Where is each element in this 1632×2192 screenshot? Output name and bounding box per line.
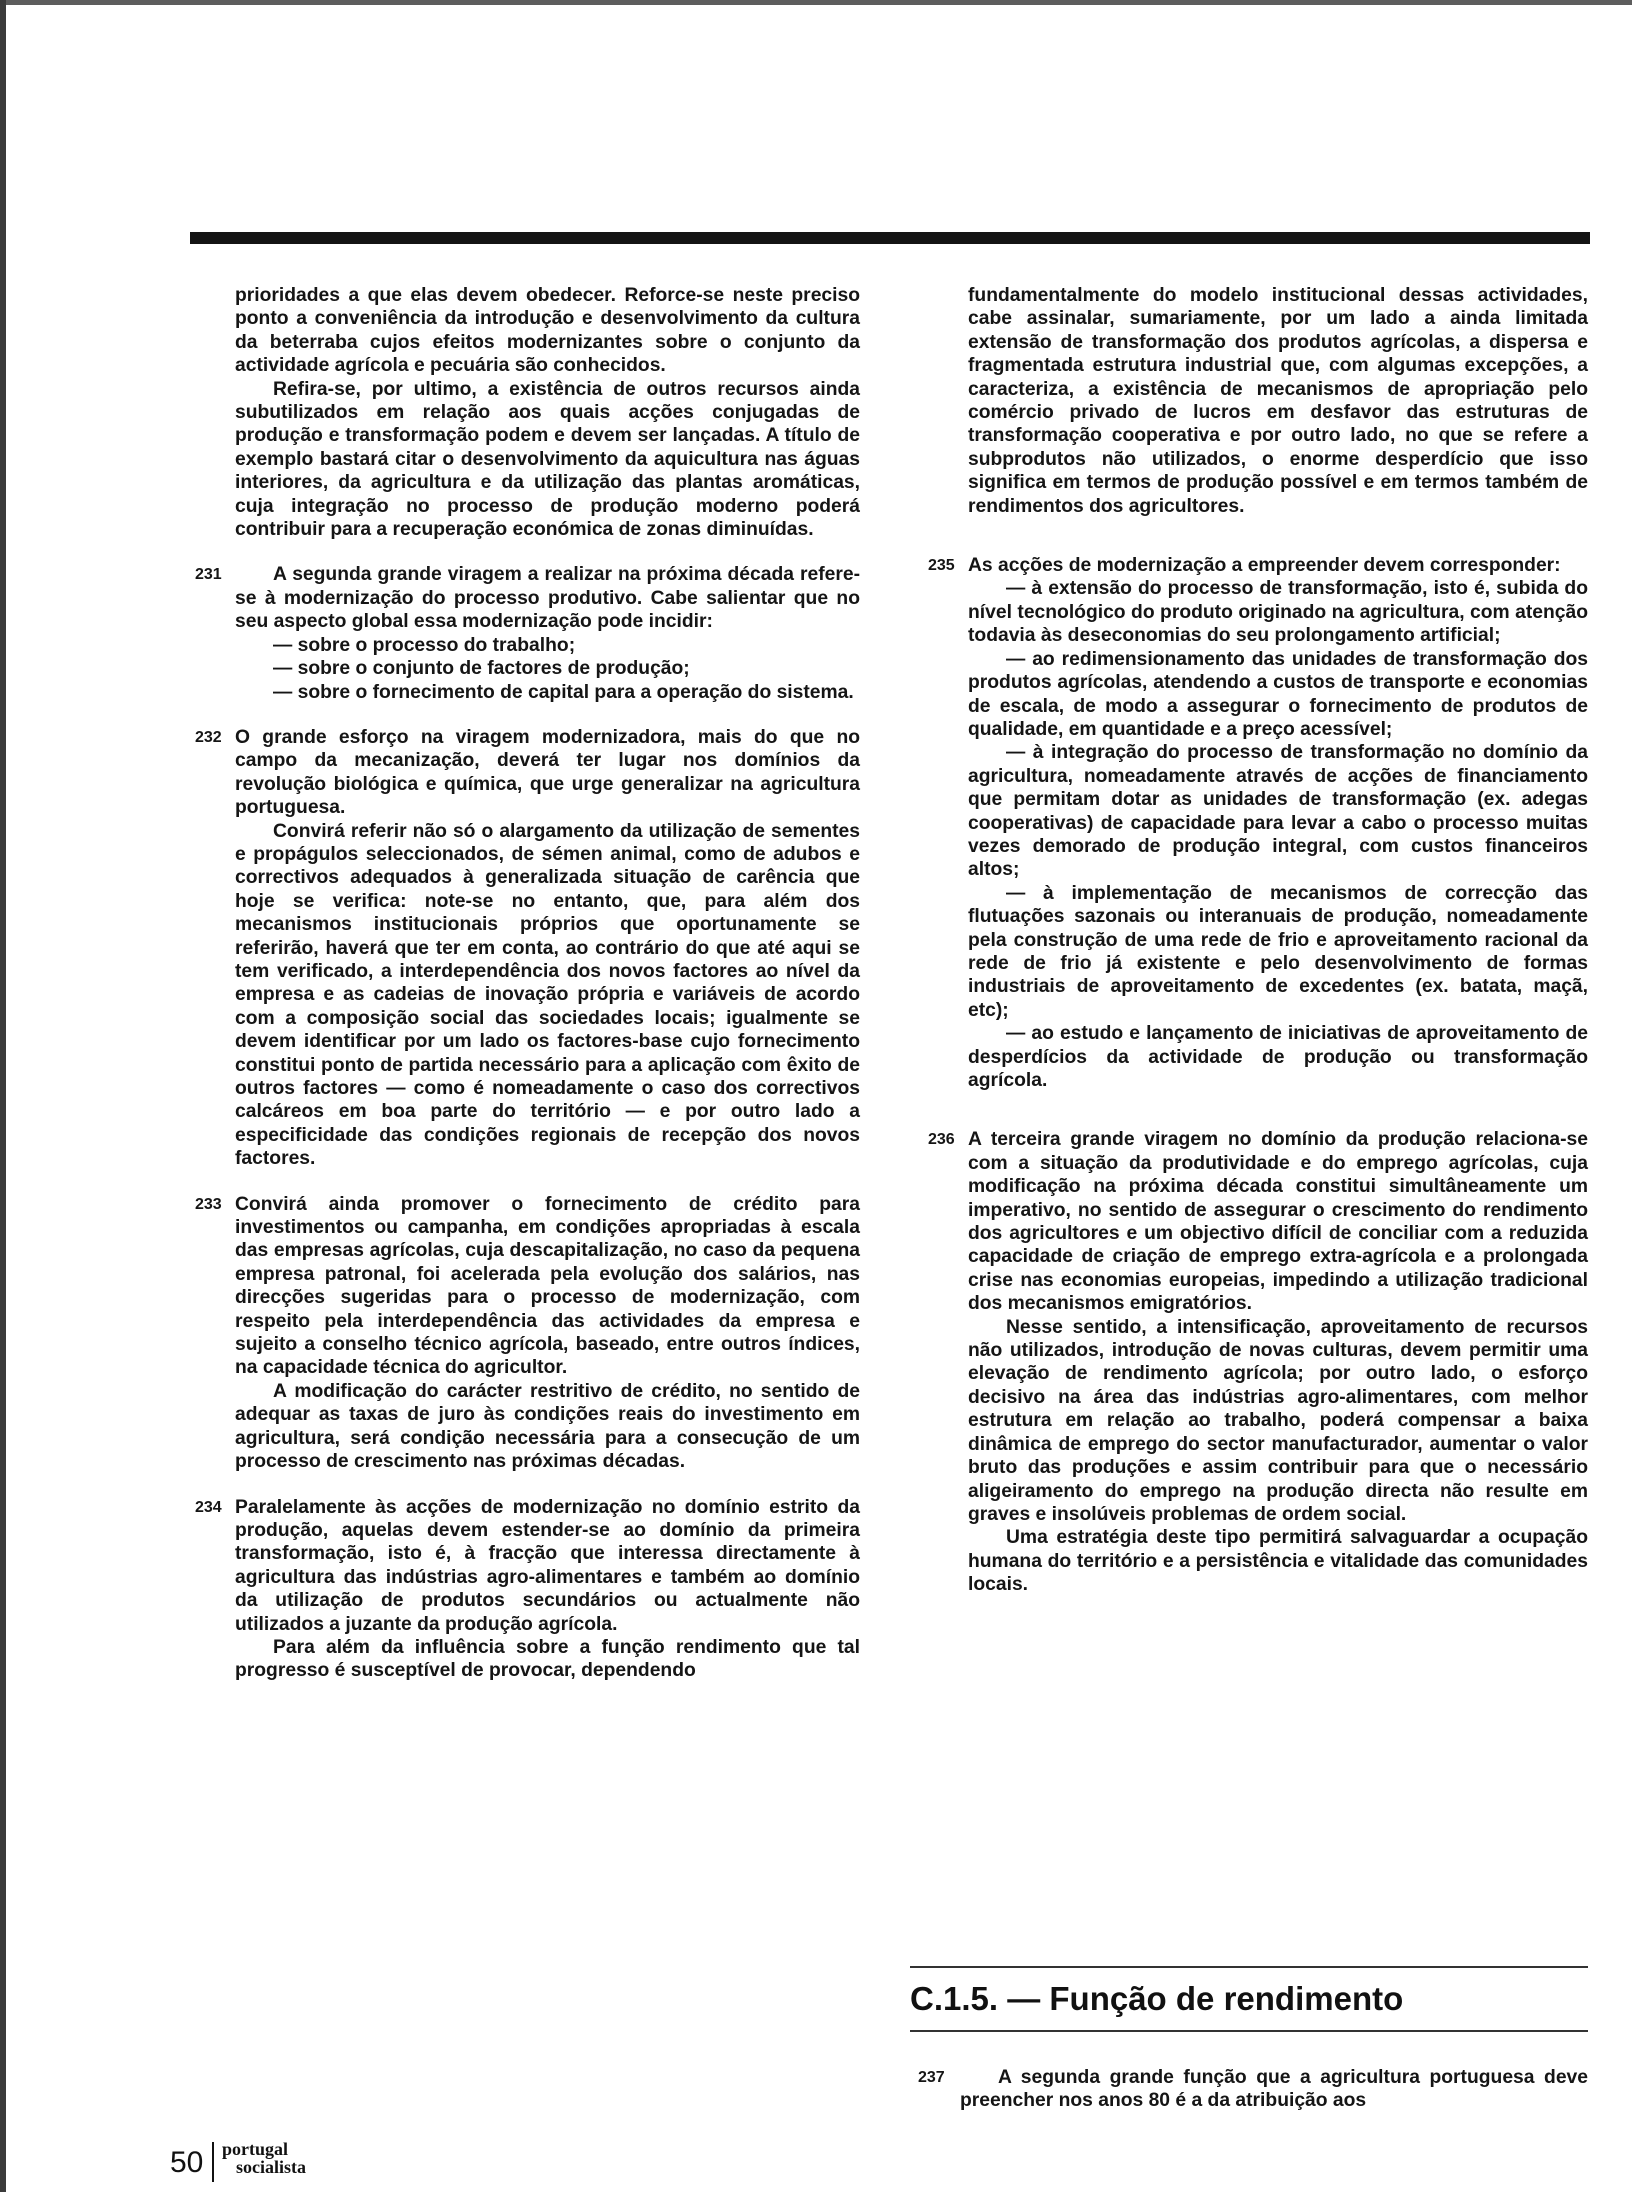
scan-edge-top	[0, 0, 1632, 5]
paragraph-number: 232	[195, 728, 222, 746]
paragraph-233	[195, 1193, 860, 1474]
section-rule-bottom	[910, 2030, 1588, 2032]
left-column	[195, 284, 860, 1683]
list-item: — sobre o fornecimento de capital para a operação do sistema.	[273, 681, 854, 703]
paragraph-text: Convirá ainda promover o fornecimento de crédito para investimentos ou campanha, em condições apropriadas à escala das empresas agrícolas, cuja descapitalização, no caso da pequena empresa patronal, foi acelerada pela evolução dos salários, nas direcções sugeridas para o processo de modernização, com respeito pela interdependência das actividades da empresa e sujeito a conselho técnico agrícola, baseado, entre outros índices, na capacidade técnica do agricultor.	[235, 1193, 860, 1379]
paragraph-number: 231	[195, 566, 222, 584]
paragraph-231	[195, 563, 860, 703]
list-item: — ao redimensionamento das unidades de transformação dos produtos agrícolas, atendendo a custos de transporte e economias de escala, de modo a assegurar o fornecimento de produtos de qualidade, em quantidade e a preço acessível;	[968, 648, 1588, 740]
publication-logo-line2: socialista	[236, 2157, 306, 2177]
section-rule-top	[910, 1966, 1588, 1968]
paragraph-text: A modificação do carácter restritivo de crédito, no sentido de adequar as taxas de juro às condições reais do investimento em agricultura, será condição necessária para a consecução de um processo de crescimento nas próximas décadas.	[235, 1380, 860, 1473]
paragraph-continuation: fundamentalmente do modelo institucional dessas actividades, cabe assinalar, sumariamente, por um lado a ainda limitada extensão de transformação dos produtos agrícolas, a dispersa e fragmentada estrutura industrial que, com algumas excepções, a caracteriza, a existência de mecanismos de apropriação pelo comércio privado de lucros em desfavor das estruturas de transformação cooperativa e por outro lado, no que se refere a subprodutos não utilizados, o enorme desperdício que isso significa em termos de produção possível e em termos também de rendimentos dos agricultores.	[968, 285, 1588, 517]
paragraph-234	[195, 1496, 860, 1683]
paragraph-text: Para além da influência sobre a função rendimento que tal progresso é susceptível de provocar, dependendo	[235, 1636, 860, 1682]
paragraph-continuation: prioridades a que elas devem obedecer. Reforce-se neste preciso ponto a conveniência da introdução e desenvolvimento da cultura da beterraba cujos efeitos modernizantes sobre o conjunto da actividade agrícola e pecuária são conhecidos.	[235, 285, 860, 377]
paragraph: Refira-se, por ultimo, a existência de outros recursos ainda subutilizados em relação aos quais acções conjugadas de produção e transformação podem e devem ser lançadas. A título de exemplo bastará citar o desenvolvimento da aquicultura nas águas interiores, da agricultura e da utilização das plantas aromáticas, cuja integração no processo de produção moderno poderá contribuir para a recuperação económica de zonas diminuídas.	[235, 378, 860, 541]
publication-logo	[222, 2140, 306, 2176]
header-rule	[190, 232, 1590, 244]
paragraph-text: A terceira grande viragem no domínio da produção relaciona-se com a situação da produtividade e do emprego agrícolas, cuja modificação na próxima década constitui simultâneamente um imperativo, no sentido de assegurar o crescimento do rendimento dos agricultores e um objectivo difícil de conciliar com a reduzida capacidade de criação de emprego extra-agrícola e a prolongada crise nas economias europeias, impedindo a utilização tradicional dos mecanismos emigratórios.	[968, 1129, 1588, 1315]
list-item: — à extensão do processo de transformação, isto é, subida do nível tecnológico do produto originado na agricultura, com atenção todavia às deseconomias do seu prolongamento artificial;	[968, 578, 1588, 647]
list-item: — sobre o conjunto de factores de produção;	[273, 658, 690, 680]
paragraph-text: Convirá referir não só o alargamento da utilização de sementes e propágulos seleccionados, de sémen animal, como de adubos e correctivos adequados à generalizada situação de carência que hoje se verifica: note-se no entanto, que, para além dos mecanismos institucionais próprios que oportunamente se referirão, haverá que ter em conta, ao contrário do que até aqui se tem verificado, a interdependência dos novos factores ao nível da empresa e as cadeias de inovação própria e variáveis de acordo com a composição social das sociedades locais; igualmente se devem identificar por um lado os factores-base cujo fornecimento constitui ponto de partida necessário para a aplicação com êxito de outros factores — como é nomeadamente o caso dos correctivos calcáreos em boa parte do território — e por outro lado a especificidade das condições regionais de recepção dos novos factores.	[235, 820, 860, 1170]
paragraph-number: 233	[195, 1195, 222, 1213]
list-item: — sobre o processo do trabalho;	[273, 634, 576, 656]
paragraph-237	[918, 2066, 1588, 2113]
list-item: — à integração do processo de transformação no domínio da agricultura, nomeadamente através de acções de financiamento que permitam dotar as unidades de transformação (ex. adegas cooperativas) de capacidade para levar a cabo o processo muitas vezes demorado de produção integral, com custos financeiros altos;	[968, 742, 1588, 881]
paragraph-232	[195, 726, 860, 1171]
paragraph-text: O grande esforço na viragem modernizadora, mais do que no campo da mecanização, deverá ter lugar nos domínios da revolução biológica e química, que urge generalizar na agricultura portuguesa.	[235, 726, 860, 819]
scan-edge-left	[0, 0, 6, 2192]
right-column	[928, 284, 1588, 1597]
paragraph-236	[928, 1128, 1588, 1596]
paragraph-text: As acções de modernização a empreender devem corresponder:	[968, 555, 1561, 577]
paragraph-text: A segunda grande função que a agricultura portuguesa deve preencher nos anos 80 é a da atribuição aos	[960, 2067, 1588, 2112]
list-item: — ao estudo e lançamento de iniciativas de aproveitamento de desperdícios da actividade de produção ou transformação agrícola.	[968, 1023, 1588, 1091]
paragraph-235	[928, 554, 1588, 1092]
paragraph-text: Paralelamente às acções de modernização no domínio estrito da produção, aquelas devem estender-se ao domínio da primeira transformação, isto é, à fracção que interessa directamente à agricultura das indústrias agro-alimentares e também ao domínio da utilização de produtos secundários ou actualmente não utilizados a juzante da produção agrícola.	[235, 1496, 860, 1635]
paragraph-number: 235	[928, 557, 955, 575]
footer-divider	[212, 2142, 214, 2182]
paragraph-number: 237	[918, 2069, 945, 2086]
page-number: 50	[170, 2146, 204, 2179]
paragraph-text: A segunda grande viragem a realizar na próxima década refere-se à modernização do processo produtivo. Cabe salientar que no seu aspecto global essa modernização pode incidir:	[235, 564, 860, 633]
paragraph-text: Uma estratégia deste tipo permitirá salvaguardar a ocupação humana do território e a persistência e vitalidade das comunidades locais.	[968, 1527, 1588, 1596]
paragraph-text: Nesse sentido, a intensificação, aproveitamento de recursos não utilizados, introdução de novas culturas, devem permitir uma elevação de rendimento agrícola; por outro lado, o esforço decisivo na área das indústrias agro-alimentares, com melhor estrutura em relação ao trabalho, poderá compensar a baixa dinâmica de emprego do sector manufacturador, aumentar o valor bruto das produções e assim contribuir para que o necessário aligeiramento do emprego na produção directa não resulte em graves e insolúveis problemas de ordem social.	[968, 1316, 1588, 1525]
paragraph-number: 236	[928, 1131, 955, 1149]
section-heading: C.1.5. — Função de rendimento	[910, 1980, 1404, 2017]
publication-logo-line1: portugal	[222, 2139, 289, 2159]
paragraph-number: 234	[195, 1498, 222, 1516]
list-item: — à implementação de mecanismos de correcção das flutuações sazonais ou interanuais de produção, nomeadamente pela construção de uma rede de frio e aproveitamento racional da rede de frio já existente e pelo desenvolvimento de formas industriais de aproveitamento de excedentes (ex. batata, maçã, etc);	[968, 882, 1588, 1021]
